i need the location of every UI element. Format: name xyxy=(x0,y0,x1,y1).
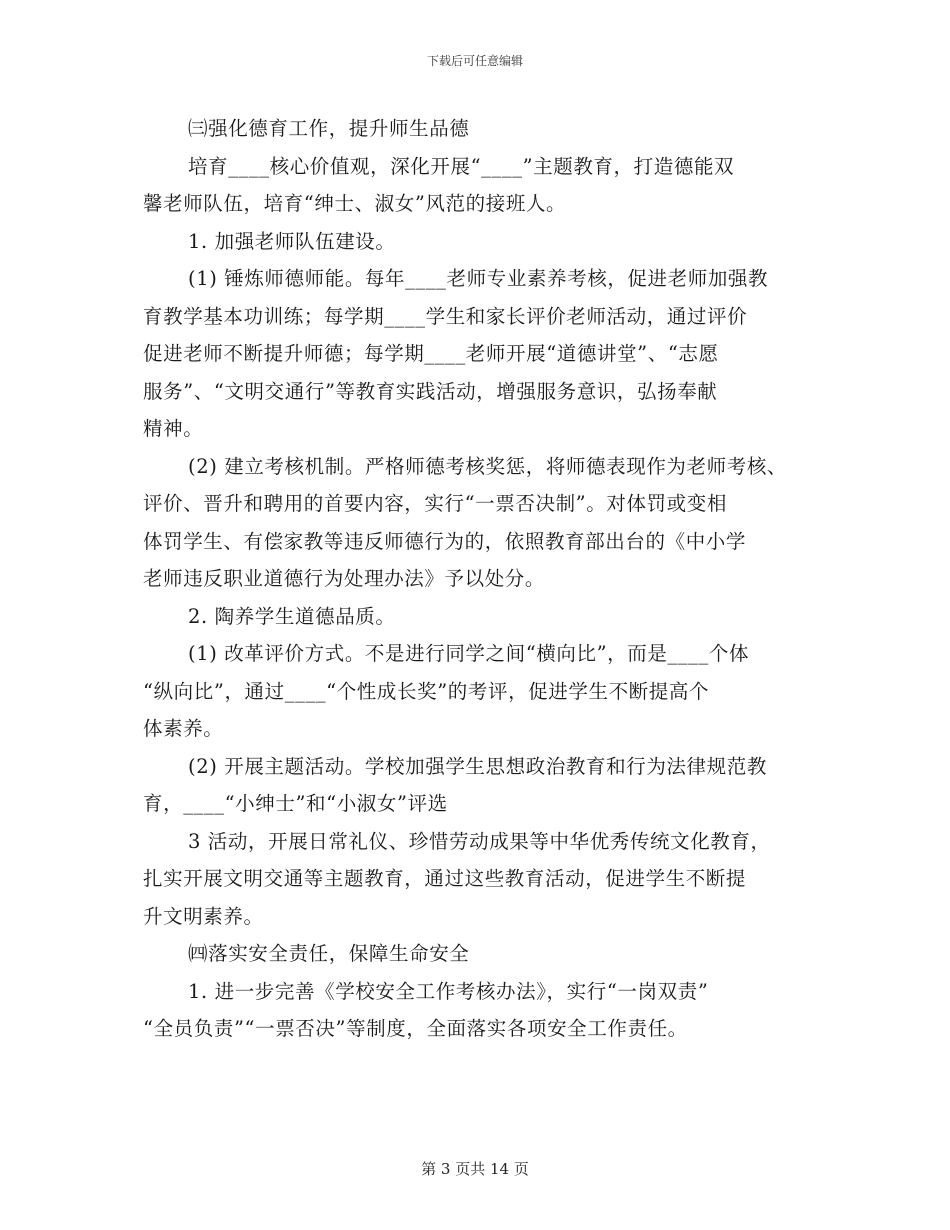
text-line: 育教学基本功训练；每学期____学生和家长评价老师活动，通过评价 xyxy=(143,304,748,328)
text-line: 体罚学生、有偿家教等违反师德行为的，依照教育部出台的《中小学 xyxy=(143,529,747,553)
text-line: 精神。 xyxy=(143,417,204,440)
text-line: 体素养。 xyxy=(143,717,224,740)
text-line: ㈣落实安全责任，保障生命安全 xyxy=(188,942,470,965)
text-line: 馨老师队伍，培育“绅士、淑女”风范的接班人。 xyxy=(143,192,567,215)
document-body xyxy=(143,110,833,1048)
text-line: 老师违反职业道德行为处理办法》予以处分。 xyxy=(143,567,546,590)
text-line: 评价、晋升和聘用的首要内容，实行“一票否决制”。对体罚或变相 xyxy=(143,492,727,515)
text-line: 1. 进一步完善《学校安全工作考核办法》，实行“一岗双责” xyxy=(188,979,709,1003)
text-line: ㈢强化德育工作，提升师生品德 xyxy=(188,117,470,140)
page-footer: 第 3 页共 14 页 xyxy=(421,1160,529,1178)
text-line: 扎实开展文明交通等主题教育，通过这些教育活动，促进学生不断提 xyxy=(143,867,747,890)
text-line: 促进老师不断提升师德；每学期____老师开展“道德讲堂”、“志愿 xyxy=(143,342,719,365)
text-line: 1. 加强老师队伍建设。 xyxy=(188,229,396,253)
page-header: 下载后可任意编辑 xyxy=(426,54,523,68)
text-line: 育，____“小绅士”和“小淑女”评选 xyxy=(143,792,448,815)
text-line: “纵向比”，通过____“个性成长奖”的考评，促进学生不断提高个 xyxy=(143,679,710,703)
text-line: 培育____核心价值观，深化开展“____”主题教育，打造德能双 xyxy=(188,154,735,178)
text-line: 升文明素养。 xyxy=(143,904,264,928)
text-line: 2. 陶养学生道德品质。 xyxy=(188,604,396,628)
text-line: “全员负责”“一票否决”等制度，全面落实各项安全工作责任。 xyxy=(143,1017,688,1040)
text-line: (1) 锤炼师德师能。每年____老师专业素养考核，促进老师加强教 xyxy=(188,267,769,290)
text-line: (2) 开展主题活动。学校加强学生思想政治教育和行为法律规范教 xyxy=(188,754,767,778)
text-line: (1) 改革评价方式。不是进行同学之间“横向比”，而是____个体 xyxy=(188,642,750,665)
text-line: 服务”、“文明交通行”等教育实践活动，增强服务意识，弘扬奉献 xyxy=(143,379,718,403)
text-line: 3 活动，开展日常礼仪、珍惜劳动成果等中华优秀传统文化教育， xyxy=(188,829,771,853)
text-line: (2) 建立考核机制。严格师德考核奖惩，将师德表现作为老师考核、 xyxy=(188,454,788,478)
